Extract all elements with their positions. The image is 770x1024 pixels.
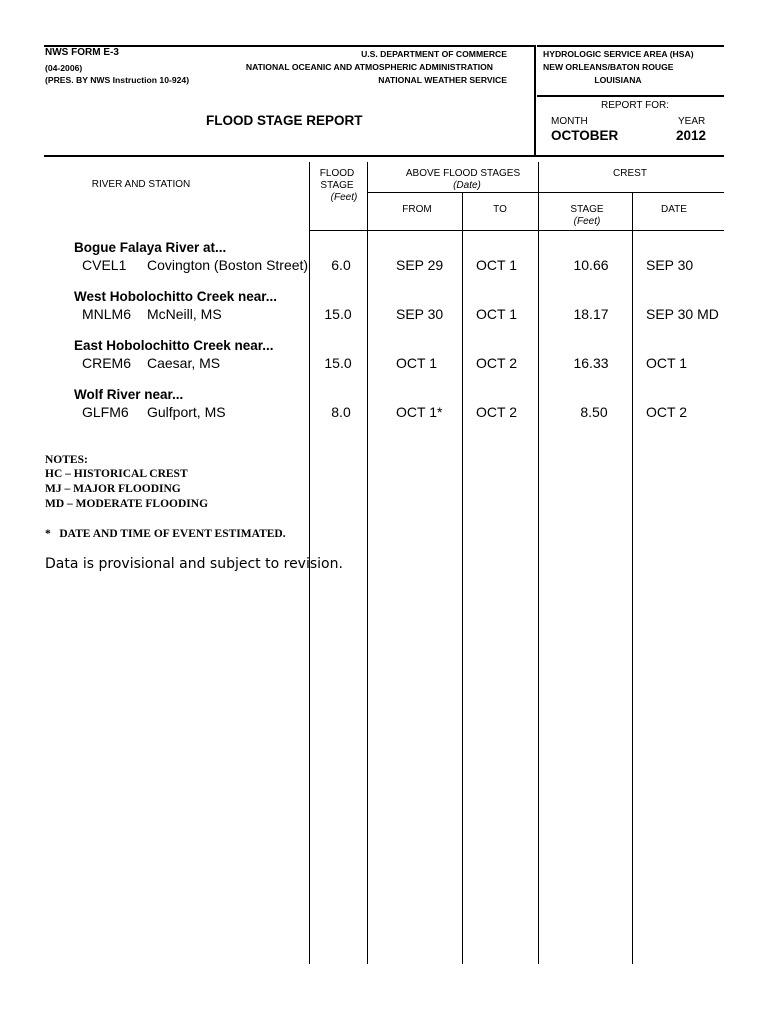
col-crest-stage: STAGE — [570, 204, 604, 215]
provisional-note: Data is provisional and subject to revision. — [45, 556, 343, 572]
to-date: OCT 2 — [476, 404, 517, 420]
station-name: Caesar, MS — [147, 355, 221, 371]
to-date: OCT 1 — [476, 257, 517, 273]
col-divider-from — [367, 162, 368, 964]
crest-date-value: SEP 30 — [646, 257, 694, 273]
note-item: MJ – MAJOR FLOODING — [45, 483, 181, 495]
above-flood-under-rule — [367, 192, 538, 193]
crest-stage-value: 10.66 — [573, 257, 609, 273]
to-date: OCT 1 — [476, 306, 517, 322]
from-date: OCT 1* — [396, 404, 443, 420]
header-bottom-rule — [44, 155, 724, 157]
report-month: OCTOBER — [551, 128, 619, 143]
hsa-name: NEW ORLEANS/BATON ROUGE — [543, 62, 674, 72]
col-divider-crest — [538, 162, 539, 964]
month-label: MONTH — [551, 116, 588, 127]
crest-stage-value: 8.50 — [580, 404, 608, 420]
nws-name: NATIONAL WEATHER SERVICE — [378, 75, 507, 85]
noaa-name: NATIONAL OCEANIC AND ATMOSPHERIC ADMINISTRATION — [245, 62, 493, 72]
notes-heading: NOTES: — [45, 454, 88, 466]
col-river-station: RIVER AND STATION — [91, 179, 191, 190]
station-name: McNeill, MS — [147, 306, 222, 322]
col-crest-date: DATE — [661, 204, 687, 215]
river-name: West Hobolochitto Creek near... — [74, 289, 278, 304]
river-name: East Hobolochitto Creek near... — [74, 338, 274, 353]
station-name: Covington (Boston Street) — [147, 257, 309, 273]
from-date: SEP 29 — [396, 257, 444, 273]
crest-date-value: OCT 2 — [646, 404, 687, 420]
flood-stage-value: 15.0 — [324, 355, 352, 371]
form-id: NWS FORM E-3 — [45, 47, 119, 58]
flood-stage-value: 6.0 — [331, 257, 351, 273]
header-divider — [534, 45, 536, 157]
col-crest-stage-unit: (Feet) — [573, 216, 601, 227]
river-name: Wolf River near... — [74, 387, 184, 402]
col-divider-date — [632, 192, 633, 964]
note-item: MD – MODERATE FLOODING — [45, 498, 209, 510]
crest-stage-value: 18.17 — [573, 306, 609, 322]
col-from: FROM — [402, 204, 432, 215]
river-name: Bogue Falaya River at... — [74, 240, 227, 255]
hsa-top-rule — [537, 45, 724, 47]
hsa-state: LOUISIANA — [594, 75, 642, 85]
form-date: (04-2006) — [45, 63, 83, 73]
hsa-title: HYDROLOGIC SERVICE AREA (HSA) — [543, 49, 694, 59]
crest-date-value: OCT 1 — [646, 355, 687, 371]
estimated-note: * DATE AND TIME OF EVENT ESTIMATED. — [45, 528, 286, 540]
report-title: FLOOD STAGE REPORT — [206, 113, 363, 128]
station-name: Gulfport, MS — [147, 404, 226, 420]
flood-stage-value: 15.0 — [324, 306, 352, 322]
note-item: HC – HISTORICAL CREST — [45, 468, 188, 480]
col-flood-2: STAGE — [320, 180, 354, 191]
station-code: CVEL1 — [82, 257, 127, 273]
flood-stage-value: 8.0 — [331, 404, 351, 420]
year-label: YEAR — [678, 116, 706, 127]
col-flood-1: FLOOD — [319, 168, 355, 179]
station-code: CREM6 — [82, 355, 132, 371]
to-date: OCT 2 — [476, 355, 517, 371]
report-year: 2012 — [676, 128, 707, 143]
station-code: GLFM6 — [82, 404, 129, 420]
col-flood-unit: (Feet) — [330, 192, 358, 203]
instruction: (PRES. BY NWS Instruction 10-924) — [45, 75, 190, 85]
col-above-flood: ABOVE FLOOD STAGES — [405, 168, 521, 179]
col-to: TO — [493, 204, 507, 215]
crest-stage-value: 16.33 — [573, 355, 609, 371]
report-for-label: REPORT FOR: — [601, 100, 669, 111]
col-divider-to — [462, 192, 463, 964]
report-for-top-rule — [537, 95, 724, 97]
from-date: SEP 30 — [396, 306, 444, 322]
table-header-bottom-rule — [309, 230, 724, 231]
col-crest: CREST — [613, 168, 647, 179]
crest-date-value: SEP 30 MD — [646, 306, 719, 322]
from-date: OCT 1 — [396, 355, 437, 371]
dept-name: U.S. DEPARTMENT OF COMMERCE — [361, 49, 507, 59]
col-above-flood-sub: (Date) — [453, 180, 481, 191]
crest-under-rule — [538, 192, 724, 193]
station-code: MNLM6 — [82, 306, 132, 322]
